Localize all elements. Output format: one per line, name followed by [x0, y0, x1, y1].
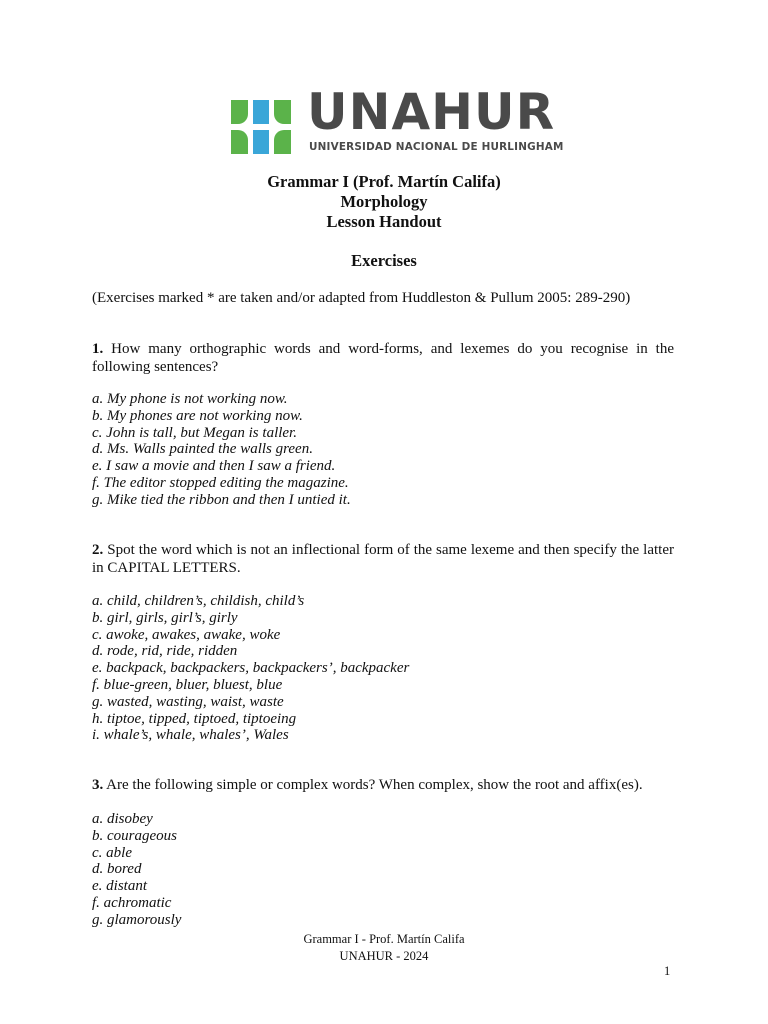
list-item: e. distant	[92, 878, 147, 895]
question-2-items	[92, 593, 409, 744]
list-item: i. whale’s, whale, whales’, Wales	[92, 727, 289, 744]
question-number: 1.	[92, 341, 104, 357]
list-item: d. rode, rid, ride, ridden	[92, 643, 238, 660]
list-item: f. achromatic	[92, 894, 172, 911]
course-title: Grammar I (Prof. Martín Califa)	[267, 172, 501, 191]
list-item: g. Mike tied the ribbon and then I untied it.	[92, 491, 351, 508]
question-3-items	[92, 811, 181, 929]
list-item: h. tiptoe, tipped, tiptoed, tiptoeing	[92, 710, 297, 727]
list-item: b. My phones are not working now.	[92, 407, 303, 424]
list-item: a. child, children’s, childish, child’s	[92, 593, 305, 609]
question-2	[92, 542, 674, 577]
question-number: 2.	[92, 542, 104, 558]
handout-title: Lesson Handout	[326, 212, 442, 231]
question-1	[92, 341, 674, 376]
question-1-items	[92, 391, 351, 509]
list-item: e. backpack, backpackers, backpackers’, backpacker	[92, 660, 410, 677]
section-heading: Exercises	[351, 251, 417, 270]
list-item: g. wasted, wasting, waist, waste	[92, 693, 284, 710]
logo-subtitle: UNIVERSIDAD NACIONAL DE HURLINGHAM	[309, 141, 564, 153]
list-item: a. My phone is not working now.	[92, 391, 288, 407]
list-item: d. bored	[92, 861, 142, 878]
unahur-logo-mark-icon	[229, 98, 293, 156]
list-item: c. John is tall, but Megan is taller.	[92, 424, 297, 441]
list-item: f. blue-green, bluer, bluest, blue	[92, 676, 283, 693]
footer-course: Grammar I - Prof. Martín Califa	[303, 932, 465, 946]
list-item: c. able	[92, 844, 132, 861]
question-number: 3.	[92, 777, 104, 793]
topic-title: Morphology	[340, 192, 428, 211]
list-item: a. disobey	[92, 811, 153, 827]
footer-institution: UNAHUR - 2024	[339, 949, 429, 963]
page-number: 1	[664, 964, 671, 978]
list-item: f. The editor stopped editing the magazine.	[92, 474, 349, 491]
question-text: Spot the word which is not an inflectional form of the same lexeme and then specify the latter in CAPITAL LETTERS.	[92, 542, 674, 576]
unahur-logo	[229, 83, 564, 158]
logo-wordmark: UNAHUR	[307, 83, 556, 141]
list-item: b. courageous	[92, 827, 177, 844]
list-item: e. I saw a movie and then I saw a friend.	[92, 458, 336, 475]
source-note: (Exercises marked * are taken and/or adapted from Huddleston & Pullum 2005: 289-290)	[92, 290, 631, 306]
list-item: g. glamorously	[92, 911, 182, 928]
question-text: Are the following simple or complex words? When complex, show the root and affix(es).	[103, 777, 643, 793]
list-item: b. girl, girls, girl’s, girly	[92, 609, 238, 626]
question-text: How many orthographic words and word-forms, and lexemes do you recognise in the following sentences?	[92, 341, 674, 375]
list-item: d. Ms. Walls painted the walls green.	[92, 441, 313, 458]
list-item: c. awoke, awakes, awake, woke	[92, 626, 281, 643]
question-3	[92, 777, 674, 795]
